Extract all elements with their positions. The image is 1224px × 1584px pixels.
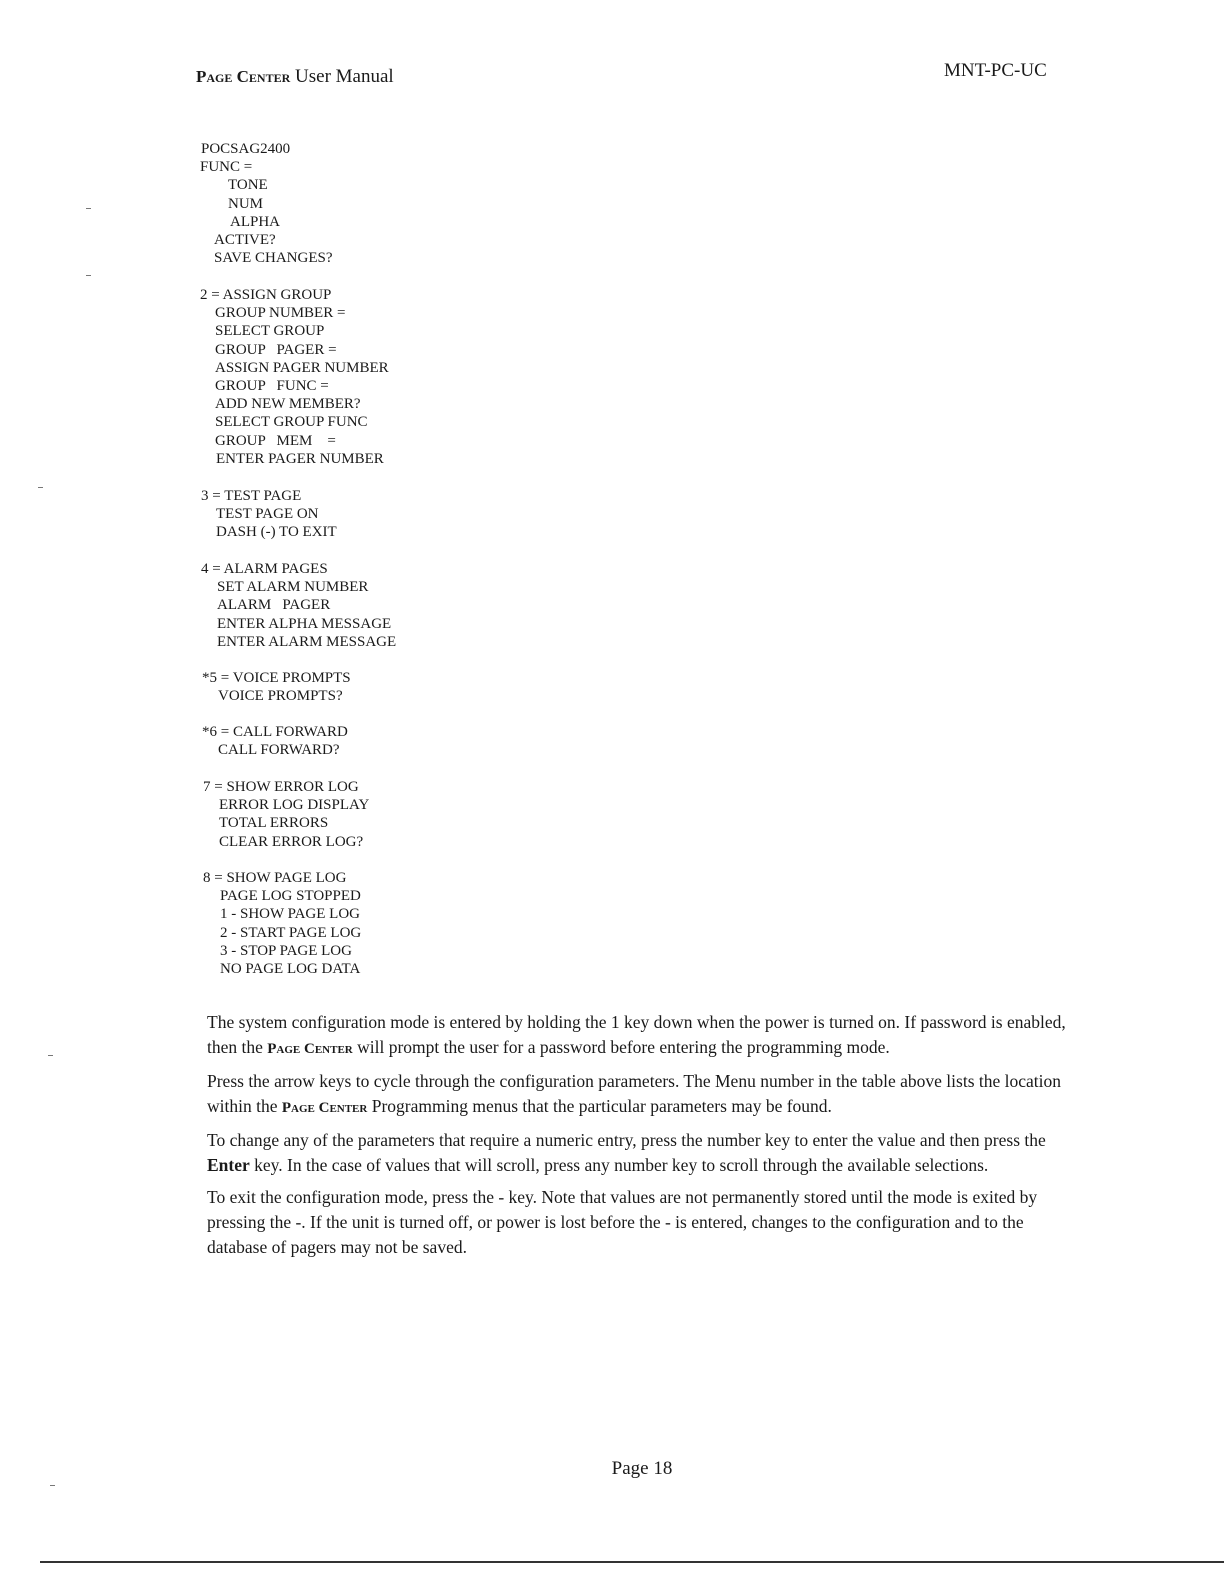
paragraph-exit-mode: To exit the configuration mode, press the - key. Note that values are not permanently stored until the mode is exited by pressing the -. If the unit is turned off, or power is lost before the - is entered, changes to the configuration and to the database of pagers may not be saved. — [207, 1187, 1038, 1257]
menu-line: SELECT GROUP FUNC — [215, 414, 368, 431]
menu-line: SET ALARM NUMBER — [217, 579, 369, 596]
menu-line: 3 = TEST PAGE — [201, 488, 302, 504]
menu-line: ERROR LOG DISPLAY — [219, 797, 370, 814]
scan-speck — [50, 1485, 55, 1486]
menu-line: ACTIVE? — [214, 232, 276, 249]
page-number: Page 18 — [611, 1458, 673, 1479]
paragraph-arrow-keys — [207, 1069, 1077, 1121]
menu-line: DASH (-) TO EXIT — [216, 524, 337, 541]
menu-line: 8 = SHOW PAGE LOG — [203, 870, 347, 886]
menu-line: VOICE PROMPTS? — [218, 688, 343, 705]
menu-line: SELECT GROUP — [215, 323, 325, 340]
scan-speck — [38, 487, 43, 488]
page-header-doc-id: MNT-PC-UC — [944, 60, 1047, 81]
header-brand: Page Center — [196, 67, 291, 86]
menu-line: ENTER ALPHA MESSAGE — [217, 615, 392, 632]
scan-speck — [86, 208, 91, 209]
bottom-rule — [40, 1561, 1224, 1563]
menu-line: CLEAR ERROR LOG? — [219, 833, 364, 850]
menu-group-test-page — [201, 487, 337, 542]
menu-line: NUM — [228, 195, 264, 212]
menu-group-page-log — [203, 869, 361, 978]
menu-line: 4 = ALARM PAGES — [201, 561, 328, 577]
menu-line: FUNC = — [200, 159, 253, 176]
menu-line: ALPHA — [230, 213, 281, 230]
paragraph-numeric-entry — [207, 1128, 1077, 1178]
menu-line: GROUP NUMBER = — [215, 305, 346, 322]
paragraph-text: To change any of the parameters that require a numeric entry, press the number key to enter the value and then press the — [207, 1130, 1046, 1150]
menu-line: ASSIGN PAGER NUMBER — [215, 359, 389, 376]
menu-line: 3 - STOP PAGE LOG — [220, 942, 352, 959]
paragraph-config-mode — [207, 1010, 1077, 1062]
paragraph-text: The system configuration mode is entered by holding the 1 key down when the power is turned on. If password is enabled, then the — [207, 1012, 1066, 1057]
brand-name: Page Center — [281, 1100, 368, 1116]
scan-speck — [86, 275, 91, 276]
menu-line: TOTAL ERRORS — [219, 815, 329, 832]
menu-group-voice-prompts — [202, 669, 351, 705]
menu-group-call-forward — [202, 723, 348, 759]
menu-line: NO PAGE LOG DATA — [220, 961, 361, 978]
menu-line: ENTER ALARM MESSAGE — [217, 633, 397, 650]
brand-name: Page Center — [267, 1041, 353, 1057]
paragraph-text: key. In the case of values that will scroll, press any number key to scroll through the available selections. — [249, 1155, 989, 1175]
menu-line: ALARM PAGER — [217, 597, 331, 614]
menu-line: GROUP PAGER = — [215, 341, 337, 358]
menu-group-pocsag — [200, 140, 332, 267]
enter-key-label: Enter — [207, 1155, 250, 1175]
page-footer — [0, 1458, 1224, 1480]
menu-line: *6 = CALL FORWARD — [202, 724, 348, 740]
menu-line: POCSAG2400 — [201, 141, 291, 157]
menu-line: TEST PAGE ON — [216, 506, 319, 523]
menu-line: GROUP FUNC = — [215, 378, 329, 395]
menu-line: *5 = VOICE PROMPTS — [202, 670, 351, 686]
menu-line: TONE — [228, 177, 268, 194]
menu-group-alarm-pages — [201, 560, 396, 651]
scan-speck — [48, 1055, 53, 1056]
menu-line: ADD NEW MEMBER? — [215, 396, 361, 413]
menu-line: SAVE CHANGES? — [214, 250, 333, 267]
menu-line: 1 - SHOW PAGE LOG — [220, 906, 361, 923]
menu-line: 2 - START PAGE LOG — [220, 924, 362, 941]
menu-group-assign-group — [200, 286, 389, 468]
menu-line: 2 = ASSIGN GROUP — [200, 287, 332, 303]
paragraph-text: Press the arrow keys to cycle through the configuration parameters. The Menu number in the table above lists the location within the — [207, 1071, 1062, 1116]
paragraph-text: Programming menus that the particular parameters may be found. — [367, 1096, 832, 1116]
menu-line: PAGE LOG STOPPED — [220, 888, 361, 905]
page-header-title — [196, 66, 394, 88]
menu-line: GROUP MEM = — [215, 432, 336, 449]
menu-group-error-log — [203, 778, 369, 851]
header-title-suffix: User Manual — [290, 66, 394, 87]
menu-line: ENTER PAGER NUMBER — [216, 450, 384, 467]
body-text — [207, 1010, 1077, 1267]
paragraph-text: will prompt the user for a password before entering the programming mode. — [352, 1037, 890, 1057]
menu-line: 7 = SHOW ERROR LOG — [203, 779, 359, 795]
menu-line: CALL FORWARD? — [218, 742, 340, 759]
